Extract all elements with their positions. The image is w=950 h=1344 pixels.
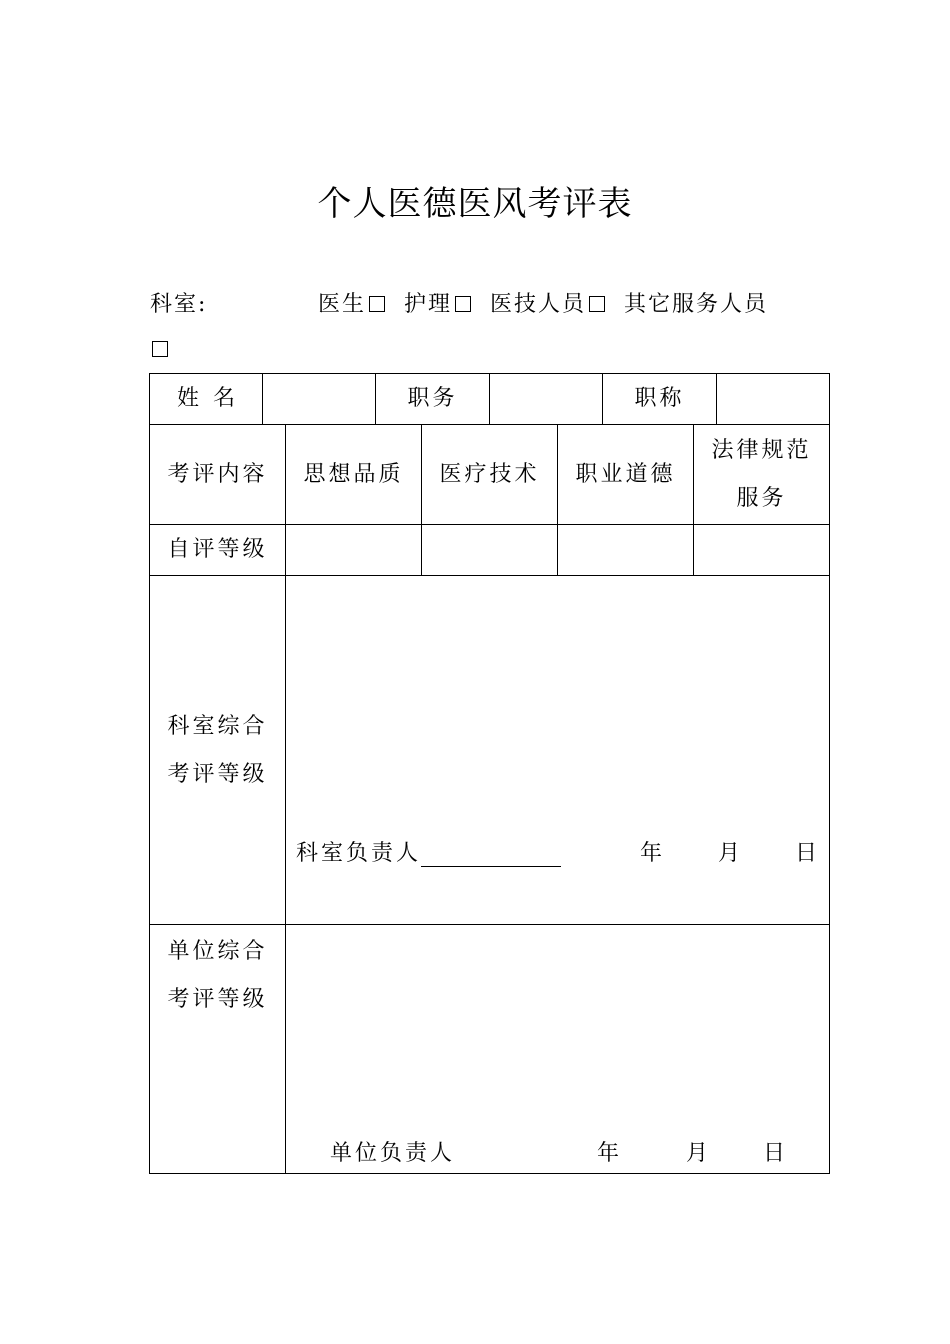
- unit-date-month: 月: [686, 1141, 712, 1166]
- nursing-checkbox[interactable]: [455, 296, 471, 312]
- criteria-legal-service: 法律规范服务: [711, 437, 812, 511]
- dept-date-day: 日: [795, 841, 821, 866]
- other-checkbox[interactable]: [152, 341, 168, 360]
- technician-checkbox[interactable]: [589, 296, 605, 312]
- criteria-ethics: 职业道德: [575, 461, 676, 487]
- category-other[interactable]: 其它服务人员: [624, 292, 769, 317]
- dept-signer-line: [296, 836, 561, 867]
- dept-signer-label: 科室负责人: [296, 841, 422, 866]
- dept-signer-field[interactable]: [421, 844, 561, 867]
- title-field[interactable]: [717, 374, 829, 424]
- department-label: 科室:: [150, 292, 208, 317]
- criteria-thought: 思想品质: [303, 461, 404, 487]
- criteria-label: 考评内容: [167, 461, 268, 487]
- self-eval-skill-field[interactable]: [422, 525, 557, 575]
- self-eval-label: 自评等级: [167, 537, 268, 562]
- unit-signer-label: 单位负责人: [330, 1141, 456, 1166]
- unit-eval-label: 单位综合考评等级: [167, 939, 268, 1012]
- title-label: 职称: [634, 386, 685, 411]
- dept-eval-label: 科室综合考评等级: [167, 714, 268, 787]
- self-eval-thought-field[interactable]: [286, 525, 421, 575]
- position-label: 职务: [407, 386, 458, 411]
- position-field[interactable]: [490, 374, 602, 424]
- category-nursing[interactable]: 护理: [404, 292, 471, 317]
- dept-date-month: 月: [718, 841, 744, 866]
- unit-date-day: 日: [763, 1141, 789, 1166]
- unit-date-year: 年: [597, 1141, 623, 1166]
- category-doctor[interactable]: 医生: [318, 292, 385, 317]
- name-label: 姓 名: [177, 386, 235, 411]
- self-eval-ethics-field[interactable]: [558, 525, 693, 575]
- category-technician[interactable]: 医技人员: [490, 292, 605, 317]
- category-options: [318, 287, 768, 318]
- self-eval-legal-field[interactable]: [694, 525, 829, 575]
- doctor-checkbox[interactable]: [369, 296, 385, 312]
- criteria-medical-skill: 医疗技术: [439, 461, 540, 487]
- dept-date-year: 年: [640, 841, 666, 866]
- name-field[interactable]: [263, 374, 375, 424]
- page-title: 个人医德医风考评表: [317, 184, 633, 224]
